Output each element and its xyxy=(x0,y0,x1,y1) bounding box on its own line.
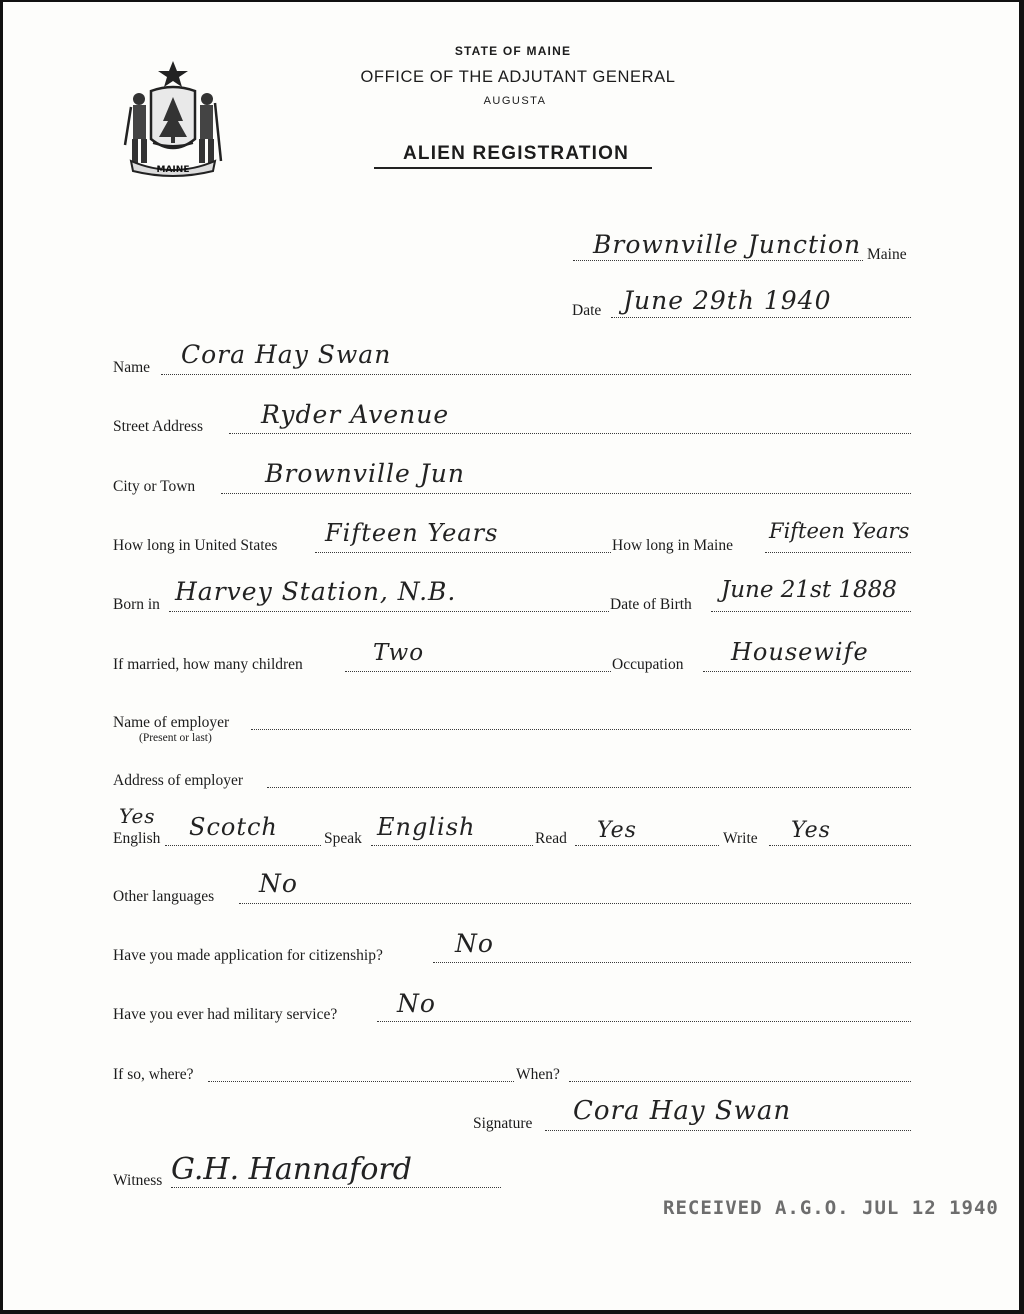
name-value: Cora Hay Swan xyxy=(181,340,392,369)
registration-form xyxy=(3,2,1019,1310)
citizenship-label: Have you made application for citizenship? xyxy=(113,947,383,964)
read-label: Read xyxy=(535,830,567,847)
children-label: If married, how many children xyxy=(113,656,303,673)
born-line xyxy=(169,611,609,612)
how-long-us-label: How long in United States xyxy=(113,537,278,554)
occupation-line xyxy=(703,671,911,672)
children-value: Two xyxy=(373,640,425,666)
how-long-us-value: Fifteen Years xyxy=(325,519,499,547)
when-label: When? xyxy=(516,1066,560,1083)
employer-address-label: Address of employer xyxy=(113,772,243,789)
city-line xyxy=(221,493,911,494)
signature-line xyxy=(545,1130,911,1131)
office-heading: OFFICE OF THE ADJUTANT GENERAL xyxy=(360,68,676,86)
read-line xyxy=(575,845,719,846)
read-value: Yes xyxy=(597,818,637,843)
where-label: If so, where? xyxy=(113,1066,194,1083)
city-heading: AUGUSTA xyxy=(483,95,547,107)
citizenship-value: No xyxy=(455,929,494,958)
english-note: Yes xyxy=(119,804,156,828)
city-label: City or Town xyxy=(113,478,196,495)
where-line xyxy=(208,1081,514,1082)
citizenship-line xyxy=(433,962,911,963)
speak-line xyxy=(371,845,533,846)
employer-address-line xyxy=(267,787,911,788)
state-heading: STATE OF MAINE xyxy=(454,44,572,58)
svg-text:MAINE: MAINE xyxy=(156,165,190,175)
english-label: English xyxy=(113,830,161,847)
occupation-value: Housewife xyxy=(731,638,869,666)
when-line xyxy=(569,1081,911,1082)
how-long-us-line xyxy=(315,552,611,553)
employer-label: Name of employer xyxy=(113,714,230,731)
maine-label: Maine xyxy=(867,246,907,263)
date-value: June 29th 1940 xyxy=(623,286,832,315)
dob-value: June 21st 1888 xyxy=(721,577,897,603)
born-label: Born in xyxy=(113,596,160,613)
how-long-maine-value: Fifteen Years xyxy=(769,519,910,543)
form-title: ALIEN REGISTRATION xyxy=(402,143,630,164)
signature-label: Signature xyxy=(473,1115,533,1132)
how-long-maine-line xyxy=(765,552,911,553)
other-languages-value: No xyxy=(259,869,298,898)
military-label: Have you ever had military service? xyxy=(113,1006,338,1023)
military-value: No xyxy=(397,989,436,1018)
write-line xyxy=(769,845,911,846)
occupation-label: Occupation xyxy=(612,656,684,673)
town-line xyxy=(573,260,863,261)
military-line xyxy=(377,1021,911,1022)
date-label: Date xyxy=(572,302,602,319)
street-value: Ryder Avenue xyxy=(261,400,450,429)
english-line xyxy=(165,845,321,846)
write-label: Write xyxy=(723,830,758,847)
town-value: Brownville Junction xyxy=(593,230,862,259)
dob-label: Date of Birth xyxy=(610,596,692,613)
born-value: Harvey Station, N.B. xyxy=(175,577,457,606)
other-languages-line xyxy=(239,903,911,904)
city-value: Brownville Jun xyxy=(265,459,465,488)
how-long-maine-label: How long in Maine xyxy=(612,537,733,554)
other-languages-label: Other languages xyxy=(113,888,215,905)
name-line xyxy=(161,374,911,375)
witness-line xyxy=(171,1187,501,1188)
received-stamp: RECEIVED A.G.O. JUL 12 1940 xyxy=(663,1197,999,1219)
english-value: Scotch xyxy=(189,813,278,841)
employer-line xyxy=(251,729,911,730)
witness-value: G.H. Hannaford xyxy=(171,1152,412,1187)
speak-label: Speak xyxy=(324,830,362,847)
date-line xyxy=(611,317,911,318)
street-label: Street Address xyxy=(113,418,203,435)
street-line xyxy=(229,433,911,434)
title-underline xyxy=(374,167,652,169)
children-line xyxy=(345,671,611,672)
dob-line xyxy=(711,611,911,612)
speak-value: English xyxy=(377,813,476,841)
signature-value: Cora Hay Swan xyxy=(573,1096,792,1126)
write-value: Yes xyxy=(791,818,831,843)
name-label: Name xyxy=(113,359,151,376)
employer-sublabel: (Present or last) xyxy=(139,732,212,744)
witness-label: Witness xyxy=(113,1172,163,1189)
